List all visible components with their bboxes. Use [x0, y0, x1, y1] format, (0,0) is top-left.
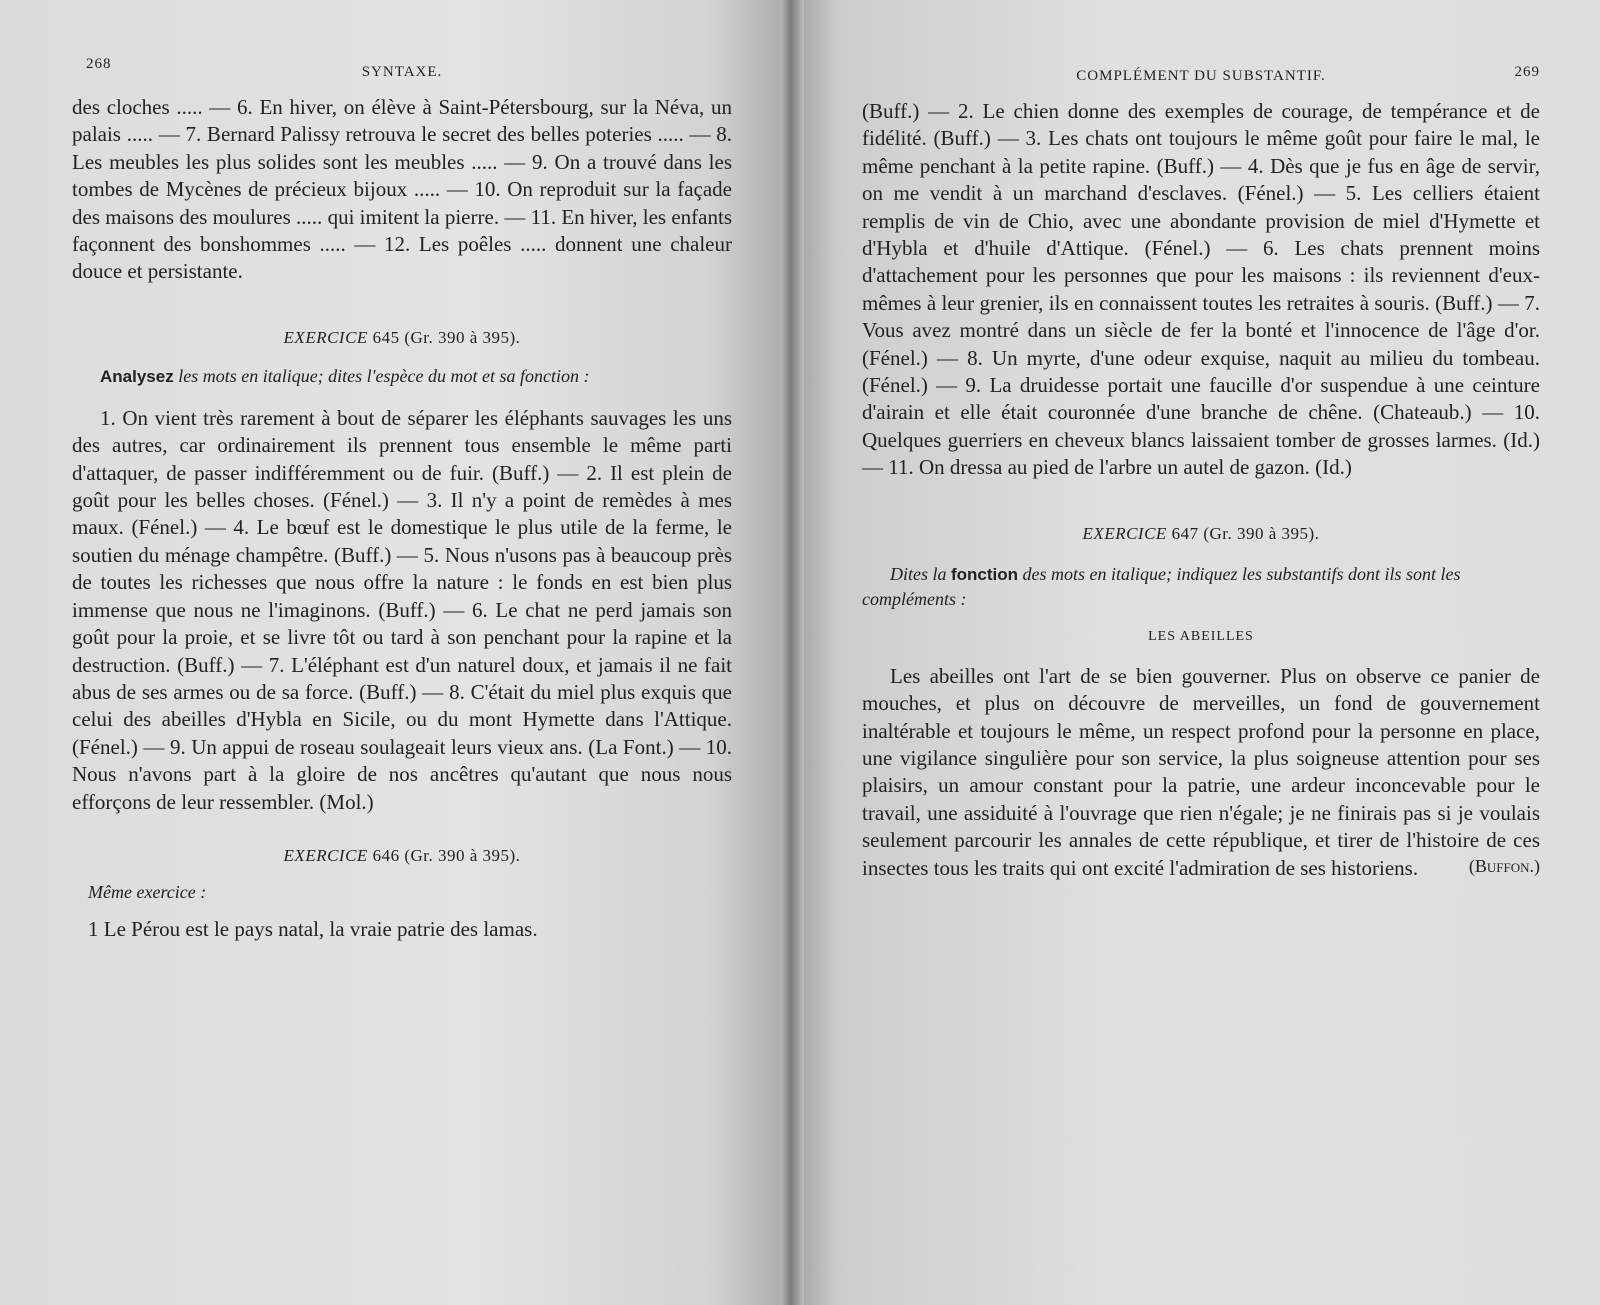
exercise-645-instruction: [72, 364, 732, 389]
exercise-label: EXERCICE: [283, 327, 368, 347]
page-number: 268: [86, 56, 112, 72]
instruction-verb: Analysez: [100, 366, 174, 386]
exercise-reference: (Gr. 390 à 395).: [404, 327, 521, 347]
exercise-label: EXERCICE: [1082, 523, 1167, 543]
right-page: [790, 0, 1600, 1305]
running-head-right: [862, 62, 1540, 92]
exercise-646-continuation: (Buff.) — 2. Le chien donne des exemples de courage, de tempérance et de fidélité. (Buff.) — 3. Les chats ont toujours le même goût pour faire le mal, le même penchant à la petite rapine. (Buff.) — 4. Dès que je fus en âge de servir, on me vendit à un marchand d'esclaves. (Fénel.) — 5. Les celliers étaient remplis de vin de Chio, avec une abondante provision de miel d'Hymette et d'Hybla et d'huile d'Attique. (Fénel.) — 6. Les chats prennent moins d'attachement pour les personnes que pour les maisons : ils reviennent d'eux-mêmes à leur grenier, ils en connaissent toutes les retraites à souris. (Buff.) — 7. Vous avez montré dans un siècle de fer la bonté et l'innocence de l'âge d'or. (Fénel.) — 8. Un myrte, d'une odeur exquise, naquit au milieu du tombeau. (Fénel.) — 9. La druidesse portait une faucille d'or suspendue à une ceinture d'airain et elle était couronnée d'une branche de chêne. (Chateaub.) — 10. Quelques guerriers en cheveux blancs laissaient tomber de grosses larmes. (Id.) — 11. On dressa au pied de l'arbre un autel de gazon. (Id.): [862, 99, 1540, 480]
exercise-number: 646: [372, 845, 400, 865]
exercise-647-heading: [862, 524, 1540, 544]
exercise-646-body: 1 Le Pérou est le pays natal, la vraie patrie des lamas.: [88, 916, 538, 941]
exercise-reference: (Gr. 390 à 395).: [1203, 523, 1320, 543]
text-title: LES ABEILLES: [1148, 628, 1254, 644]
running-head-title: COMPLÉMENT DU SUBSTANTIF.: [1076, 68, 1326, 84]
exercise-label: EXERCICE: [283, 845, 368, 865]
exercise-645-body: 1. On vient très rarement à bout de séparer les éléphants sauvages les uns des autres, car ordinairement ils prennent tous ensemble le même parti d'attaquer, de passer indifféremment ou de fuir. (Buff.) — 2. Il est plein de goût pour les belles choses. (Fénel.) — 3. Il n'y a point de remèdes à mes maux. (Fénel.) — 4. Le bœuf est le domestique le plus utile de la ferme, le soutien du ménage champêtre. (Buff.) — 5. Nous n'usons pas à beaucoup près de toutes les richesses que nous offre la nature : le fonds en est bien plus immense que nous ne l'imaginons. (Buff.) — 6. Le chat ne perd jamais son goût pour la proie, et se livre tôt ou tard à son penchant pour la rapine et la destruction. (Buff.) — 7. L'éléphant est d'un naturel doux, et jamais il ne fait abus de ses armes ou de sa force. (Buff.) — 8. C'était du miel plus exquis que celui des abeilles d'Hybla en Sicile, ou du mont Hymette dans l'Attique. (Fénel.) — 9. Un appui de roseau soulageait leurs vieux ans. (La Font.) — 10. Nous n'avons part à la gloire de nos ancêtres qu'autant que nous nous efforçons de leur ressembler. (Mol.): [72, 405, 732, 814]
book-gutter: [780, 0, 804, 1305]
exercise-647-instruction: [862, 562, 1540, 611]
exercise-646-instruction: [72, 880, 732, 904]
instruction-keyword: fonction: [951, 564, 1019, 584]
instruction-text-end: des mots en italique; indiquez les substantifs dont ils sont les compléments :: [862, 563, 1461, 609]
exercise-reference: (Gr. 390 à 395).: [404, 845, 521, 865]
left-page: [0, 0, 790, 1305]
exercise-number: 645: [372, 327, 400, 347]
page-number: 269: [1514, 64, 1540, 80]
instruction-text: Même exercice :: [88, 881, 207, 902]
exercise-number: 647: [1171, 523, 1199, 543]
exercise-644-continuation: des cloches ..... — 6. En hiver, on élève à Saint-Pétersbourg, sur la Néva, un palais ..... — 7. Bernard Palissy retrouva le secret des belles poteries ..... — 8. Les meubles les plus solides sont les meubles ..... — 9. On a trouvé dans les tombes de Mycènes de précieux bijoux ..... — 10. On reproduit sur la façade des maisons des moulures ..... qui imitent la pierre. — 11. En hiver, les enfants façonnent des bonshommes ..... — 12. Les poêles ..... donnent une chaleur douce et persistante.: [72, 95, 732, 284]
running-head-title: SYNTAXE.: [361, 64, 443, 80]
author-credit: (Buffon.): [1468, 855, 1540, 876]
exercise-645-heading: [72, 328, 732, 348]
instruction-text-start: Dites la: [890, 563, 947, 584]
exercise-647-body: Les abeilles ont l'art de se bien gouverner. Plus on observe ce panier de mouches, et plus on découvre de merveilles, un fond de gouvernement inaltérable et toujours le même, un respect profond pour la personne en place, une vigilance singulière pour son service, la plus soigneuse attention pour ses plaisirs, un amour constant pour la patrie, une ardeur inconcevable pour le travail, une assiduité à l'ouvrage que rien n'égale; je ne finirais pas si je voulais seulement parcourir les annales de cette république, et tirer de l'histoire de ces insectes tous les traits qui ont excité l'admiration de ses historiens.: [862, 663, 1540, 880]
instruction-text: les mots en italique; dites l'espèce du mot et sa fonction :: [178, 365, 590, 386]
exercise-646-heading: [72, 846, 732, 866]
running-head-left: [72, 56, 732, 86]
